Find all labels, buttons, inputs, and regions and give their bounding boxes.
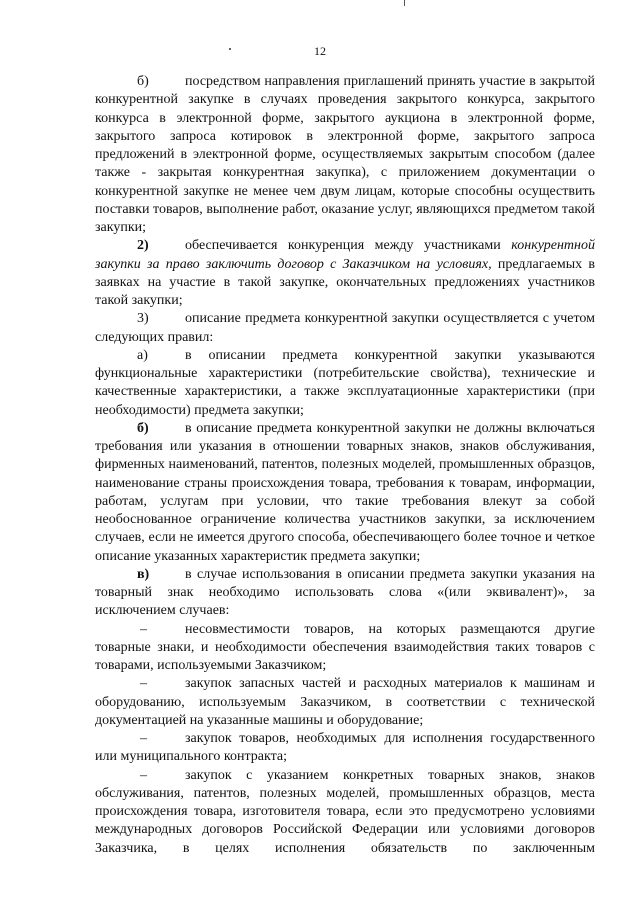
item-text: посредством направления приглашений принять участие в закрытой конкурентной закупке в случаях проведения закрытого конкурса, закрытого конкурса в электронной форме, закрытого аукциона в электронной форме, закрытого запроса котировок в электронной форме, закрытого запроса предложений в электронной форме, осуществляемых закрытым способом (далее также - закрытая конкурентная закупка), с приложением документации о конкурентной закупке не менее чем двум лицам, которые способны осуществить поставки товаров, выполнение работ, оказание услуг, являющихся предметом такой закупки;: [95, 74, 595, 235]
dash-marker: –: [140, 621, 147, 637]
item-marker: б): [137, 420, 149, 436]
item-text: в описание предмета конкурентной закупки не должны включаться требования или указания в отношении товарных знаков, знаков обслуживания, фирменных наименований, патентов, полезных моделей, промышленных образцов, наименование страны происхождения товара, требования к товарам, информации, работам, услугам при условии, что такие требования влекут за собой необоснованное ограничение количества участников закупки, за исключением случаев, если не имеется другого способа, обеспечивающего более точное и четкое описание указанных характеристик предмета закупки;: [95, 420, 595, 564]
dash-marker: –: [140, 676, 147, 692]
item-text: описание предмета конкурентной закупки осуществляется с учетом следующих правил:: [95, 311, 595, 345]
item-text-lead: обеспечивается конкуренция между участниками: [185, 238, 501, 254]
list-item-b-invitations: [95, 73, 595, 237]
dash-item-incompatibility: [95, 621, 595, 676]
dash-marker: –: [140, 731, 147, 746]
dash-item-state-contract: [95, 730, 595, 767]
item-text-italic: конкурентной закупки за право заключить договор с Заказчиком на условиях,: [95, 238, 595, 272]
item-marker: 3): [137, 311, 149, 327]
list-item-b-restrictions: [95, 420, 595, 566]
item-text-tail: предлагаемых в заявках на участие в такой закупке, окончательных предложениях участников такой закупки;: [95, 256, 595, 308]
list-item-2-competition: [95, 237, 595, 310]
item-marker: б): [137, 74, 149, 89]
item-marker: 2): [137, 238, 149, 254]
item-text: в описании предмета конкурентной закупки указываются функциональные характеристики (потребительские свойства), технические и качественные характеристики, а также эксплуатационные характеристики (при необходимости) предмета закупки;: [95, 347, 595, 418]
item-text: закупок запасных частей и расходных материалов к машинам и оборудованию, используемым Заказчиком, в соответствии с технической документацией на указанные машины и оборудование;: [95, 676, 595, 728]
list-item-v-trademark: [95, 566, 595, 621]
item-text: в случае использования в описании предмета закупки указания на товарный знак необходимо использовать слова «(или эквивалент)», за исключением случаев:: [95, 566, 595, 619]
list-item-3-description: [95, 310, 595, 347]
list-item-a-characteristics: [95, 347, 595, 420]
item-text: несовместимости товаров, на которых размещаются другие товарные знаки, и необходимости обеспечения взаимодействия таких товаров с товарами, используемыми Заказчиком;: [95, 621, 595, 673]
dash-marker: –: [140, 767, 147, 783]
item-text: закупок товаров, необходимых для исполнения государственного или муниципального контракта;: [95, 731, 595, 765]
document-body: [95, 73, 595, 858]
dash-item-spare-parts: [95, 675, 595, 730]
dash-item-international-treaties: [95, 767, 595, 858]
item-marker: а): [137, 347, 148, 363]
item-marker: в): [137, 566, 150, 582]
scan-mark: [404, 0, 405, 6]
item-text: закупок с указанием конкретных товарных знаков, знаков обслуживания, патентов, полезных моделей, промышленных образцов, места происхождения товара, изготовителя товара, если это предусмотрено условиями международных договоров Российской Федерации или условиями договоров Заказчика, в целях исполнения обязательств по заключенным: [95, 767, 595, 856]
page-number: 12: [314, 44, 326, 58]
